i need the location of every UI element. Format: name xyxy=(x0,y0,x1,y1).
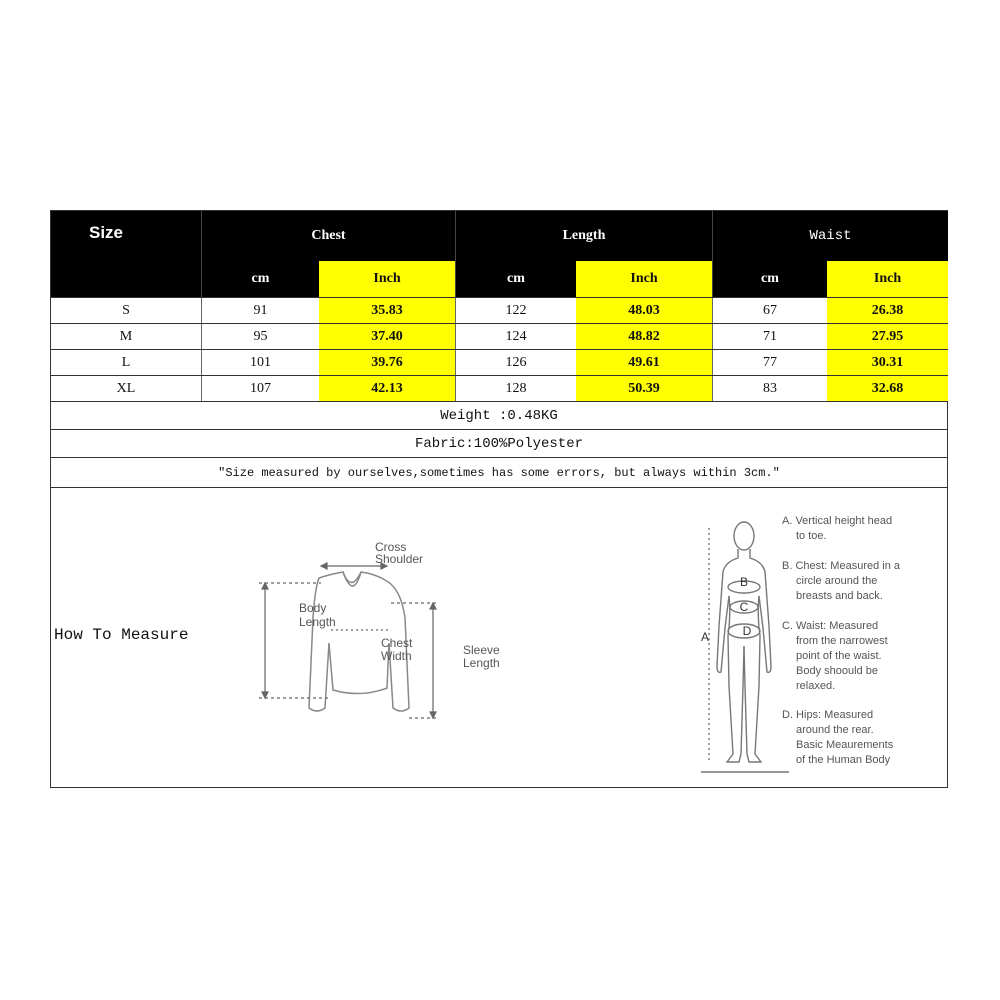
body-label-a: A xyxy=(701,630,710,644)
chest-inch-cell: 39.76 xyxy=(319,350,455,375)
waist-inch-cell: 27.95 xyxy=(827,324,948,349)
sleeve-label: Sleeve xyxy=(463,643,500,657)
size-cell: XL xyxy=(51,376,201,401)
guide-c-line: point of the waist. xyxy=(796,650,882,662)
chest-header: Chest xyxy=(201,211,455,261)
length-cm-cell: 126 xyxy=(455,350,576,375)
guide-c-head: C. Waist: Measured xyxy=(782,620,879,632)
guide-d xyxy=(782,708,893,768)
guide-d-line: Basic Meaurements xyxy=(796,739,894,751)
size-cell: M xyxy=(51,324,201,349)
guide-c-line: from the narrowest xyxy=(796,635,888,647)
length-cm-cell: 124 xyxy=(455,324,576,349)
guide-d-line: of the Human Body xyxy=(796,754,891,766)
header-row xyxy=(51,211,947,261)
body-label-b: B xyxy=(739,575,749,589)
waist-header: Waist xyxy=(712,211,948,261)
shirt-sketch xyxy=(241,538,500,728)
guide-d-head: D. Hips: Measured xyxy=(782,709,874,721)
length-inch-header: Inch xyxy=(576,261,712,297)
body-label-d: D xyxy=(742,624,752,638)
width-label: Width xyxy=(381,649,412,663)
guide-c xyxy=(782,619,888,694)
guide-b xyxy=(782,559,900,604)
waist-inch-header: Inch xyxy=(827,261,948,297)
waist-inch-cell: 30.31 xyxy=(827,350,948,375)
disclaimer-row: "Size measured by ourselves,sometimes has some errors, but always within 3cm." xyxy=(51,457,947,487)
chest-cm-header: cm xyxy=(201,261,319,297)
waist-cm-header: cm xyxy=(712,261,827,297)
fabric-row: Fabric:100%Polyester xyxy=(51,429,947,457)
table-row xyxy=(51,297,947,323)
length-header: Length xyxy=(455,211,712,261)
length-cm-cell: 122 xyxy=(455,298,576,323)
how-to-measure-section xyxy=(51,487,947,788)
waist-cm-cell: 83 xyxy=(712,376,827,401)
chest-label: Chest xyxy=(381,636,413,650)
shoulder-label: Shoulder xyxy=(375,552,424,566)
size-cell: L xyxy=(51,350,201,375)
chest-cm-cell: 91 xyxy=(201,298,319,323)
guide-c-line: Body shoould be xyxy=(796,665,878,677)
chest-cm-cell: 107 xyxy=(201,376,319,401)
chest-cm-cell: 101 xyxy=(201,350,319,375)
chest-cm-cell: 95 xyxy=(201,324,319,349)
length-inch-cell: 48.03 xyxy=(576,298,712,323)
body-sketch xyxy=(699,506,789,772)
size-header: Size xyxy=(51,211,201,297)
guide-a-line: to toe. xyxy=(796,530,827,542)
unit-row xyxy=(51,261,947,297)
chest-inch-cell: 37.40 xyxy=(319,324,455,349)
table-row xyxy=(51,375,947,401)
guide-a xyxy=(782,514,892,544)
sleeve-length-label: Length xyxy=(463,656,500,670)
waist-inch-cell: 32.68 xyxy=(827,376,948,401)
guide-b-head: B. Chest: Measured in a xyxy=(782,560,901,572)
waist-cm-cell: 67 xyxy=(712,298,827,323)
body-label-c: C xyxy=(739,600,749,614)
guide-c-line: relaxed. xyxy=(796,680,836,692)
size-cell: S xyxy=(51,298,201,323)
size-chart xyxy=(50,210,948,788)
waist-cm-cell: 77 xyxy=(712,350,827,375)
waist-inch-cell: 26.38 xyxy=(827,298,948,323)
table-row xyxy=(51,323,947,349)
length-inch-cell: 50.39 xyxy=(576,376,712,401)
table-row xyxy=(51,349,947,375)
body-length-label: Length xyxy=(299,615,336,629)
length-inch-cell: 49.61 xyxy=(576,350,712,375)
chest-inch-cell: 35.83 xyxy=(319,298,455,323)
guide-b-line: breasts and back. xyxy=(796,590,883,602)
how-to-measure-label: How To Measure xyxy=(54,626,189,644)
weight-row: Weight :0.48KG xyxy=(51,401,947,429)
guide-b-line: circle around the xyxy=(796,575,878,587)
guide-d-line: around the rear. xyxy=(796,724,874,736)
waist-cm-cell: 71 xyxy=(712,324,827,349)
chest-inch-cell: 42.13 xyxy=(319,376,455,401)
guide-a-head: A. Vertical height head xyxy=(782,515,893,527)
length-cm-header: cm xyxy=(455,261,576,297)
chest-inch-header: Inch xyxy=(319,261,455,297)
length-inch-cell: 48.82 xyxy=(576,324,712,349)
length-cm-cell: 128 xyxy=(455,376,576,401)
cross-label: Cross xyxy=(375,540,407,554)
body-label: Body xyxy=(299,601,327,615)
